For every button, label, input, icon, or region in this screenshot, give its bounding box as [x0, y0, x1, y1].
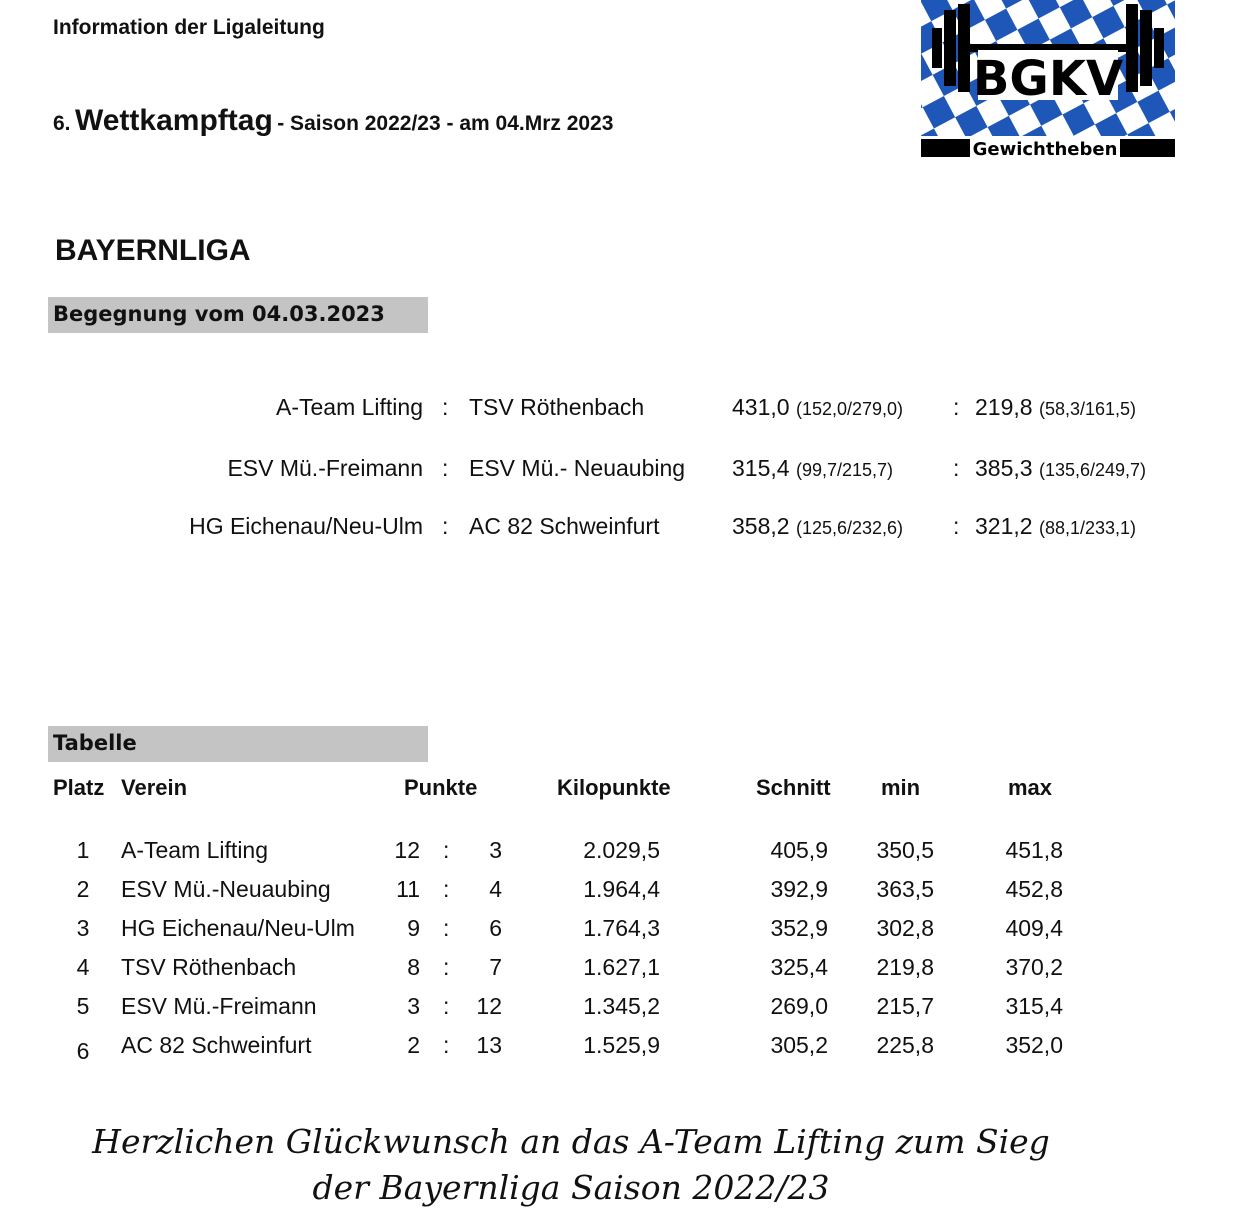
match-home-detail: (99,7/215,7) [795, 460, 894, 480]
table-section-label: Tabelle [53, 731, 137, 755]
cell-punkte-plus: 11 [396, 876, 420, 902]
cell-verein: HG Eichenau/Neu-Ulm [121, 915, 355, 941]
header-min: min [881, 775, 921, 800]
cell-min: 215,7 [876, 993, 934, 1019]
cell-punkte-plus: 12 [394, 837, 420, 863]
table-row [0, 876, 1252, 912]
cell-punkte-plus: 2 [407, 1032, 420, 1058]
cell-punkte-separator: : [443, 915, 450, 941]
header-max: max [1008, 775, 1053, 800]
cell-punkte-minus: 4 [489, 876, 502, 902]
cell-schnitt: 269,0 [770, 993, 828, 1019]
table-row [0, 915, 1252, 951]
cell-punkte-minus: 12 [476, 993, 502, 1019]
match-home-score: 431,0 (152,0/279,0) [732, 394, 904, 420]
page-title [53, 104, 613, 138]
cell-punkte-separator: : [443, 954, 450, 980]
cell-platz: 5 [76, 993, 90, 1019]
cell-verein: AC 82 Schweinfurt [121, 1032, 312, 1058]
cell-max: 452,8 [1005, 876, 1063, 902]
match-separator: : [953, 455, 960, 481]
cell-platz: 4 [76, 954, 90, 980]
cell-punkte-separator: : [443, 876, 450, 902]
cell-schnitt: 392,9 [770, 876, 828, 902]
match-row [0, 455, 1252, 495]
cell-max: 409,4 [1005, 915, 1063, 941]
match-away-team: AC 82 Schweinfurt [469, 513, 660, 539]
match-separator: : [442, 513, 449, 539]
cell-platz: 2 [76, 876, 90, 902]
cell-schnitt: 405,9 [770, 837, 828, 863]
cell-punkte-plus: 9 [407, 915, 420, 941]
match-row [0, 394, 1252, 434]
matches-section-header [48, 297, 428, 333]
logo-subtitle: Gewichtheben [972, 139, 1118, 160]
cell-punkte-separator: : [443, 1032, 450, 1058]
cell-punkte-minus: 3 [489, 837, 502, 863]
match-home-team: A-Team Lifting [275, 394, 423, 420]
bgkv-logo-graphic [920, 0, 1176, 160]
bgkv-logo [920, 0, 1176, 160]
league-title: BAYERNLIGA [55, 234, 251, 267]
cell-platz: 3 [76, 915, 90, 941]
info-header: Information der Ligaleitung [53, 16, 325, 39]
match-home-detail: (125,6/232,6) [795, 518, 904, 538]
cell-kilopunkte: 2.029,5 [583, 837, 660, 863]
cell-min: 219,8 [876, 954, 934, 980]
header-kilopunkte: Kilopunkte [557, 775, 671, 800]
cell-punkte-minus: 7 [489, 954, 502, 980]
table-row [0, 954, 1252, 990]
cell-max: 315,4 [1005, 993, 1063, 1019]
header-platz: Platz [53, 775, 105, 800]
match-separator: : [953, 394, 960, 420]
cell-min: 225,8 [876, 1032, 934, 1058]
match-away-score: 385,3 (135,6/249,7) [975, 455, 1147, 481]
cell-kilopunkte: 1.627,1 [583, 954, 660, 980]
congrats-line-2: der Bayernliga Saison 2022/23 [312, 1168, 830, 1207]
cell-schnitt: 325,4 [770, 954, 828, 980]
cell-verein: ESV Mü.-Neuaubing [121, 876, 331, 902]
match-home-score: 315,4 (99,7/215,7) [732, 455, 894, 481]
cell-verein: TSV Röthenbach [121, 954, 297, 980]
cell-verein: A-Team Lifting [121, 837, 269, 863]
matches-section-label: Begegnung vom 04.03.2023 [53, 302, 385, 326]
header-punkte: Punkte [404, 775, 478, 800]
match-away-detail: (58,3/161,5) [1038, 399, 1137, 419]
match-row [0, 513, 1252, 553]
logo-text: BGKV [972, 51, 1124, 107]
cell-verein: ESV Mü.-Freimann [121, 993, 317, 1019]
match-away-score: 321,2 (88,1/233,1) [975, 513, 1137, 539]
cell-punkte-separator: : [443, 837, 450, 863]
table-row [0, 837, 1252, 873]
cell-schnitt: 352,9 [770, 915, 828, 941]
cell-kilopunkte: 1.345,2 [583, 993, 660, 1019]
match-away-detail: (135,6/249,7) [1038, 460, 1147, 480]
match-separator: : [953, 513, 960, 539]
title-main: Wettkampftag [74, 104, 273, 137]
cell-min: 350,5 [876, 837, 934, 863]
cell-punkte-plus: 8 [407, 954, 420, 980]
match-home-team: ESV Mü.-Freimann [227, 455, 423, 481]
cell-max: 352,0 [1005, 1032, 1063, 1058]
match-away-team: ESV Mü.- Neuaubing [469, 455, 686, 481]
cell-platz: 1 [76, 837, 90, 863]
cell-schnitt: 305,2 [770, 1032, 828, 1058]
header-schnitt: Schnitt [756, 775, 831, 800]
cell-max: 370,2 [1005, 954, 1063, 980]
table-section-header [48, 726, 428, 762]
header-verein: Verein [121, 775, 188, 800]
cell-punkte-minus: 13 [476, 1032, 502, 1058]
match-away-score: 219,8 (58,3/161,5) [975, 394, 1137, 420]
match-away-detail: (88,1/233,1) [1038, 518, 1137, 538]
match-separator: : [442, 394, 449, 420]
title-number: 6. [53, 112, 71, 135]
match-home-team: HG Eichenau/Neu-Ulm [189, 513, 423, 539]
cell-max: 451,8 [1005, 837, 1063, 863]
match-home-score: 358,2 (125,6/232,6) [732, 513, 904, 539]
match-separator: : [442, 455, 449, 481]
cell-punkte-minus: 6 [489, 915, 502, 941]
table-row [0, 1032, 1252, 1068]
match-away-team: TSV Röthenbach [469, 394, 645, 420]
cell-min: 302,8 [876, 915, 934, 941]
cell-kilopunkte: 1.764,3 [583, 915, 660, 941]
match-home-detail: (152,0/279,0) [795, 399, 904, 419]
cell-punkte-separator: : [443, 993, 450, 1019]
cell-min: 363,5 [876, 876, 934, 902]
cell-kilopunkte: 1.964,4 [583, 876, 660, 902]
table-row [0, 993, 1252, 1029]
cell-punkte-plus: 3 [407, 993, 420, 1019]
cell-kilopunkte: 1.525,9 [583, 1032, 660, 1058]
cell-platz: 6 [76, 1038, 90, 1064]
title-rest: - Saison 2022/23 - am 04.Mrz 2023 [277, 112, 614, 135]
congrats-line-1: Herzlichen Glückwunsch an das A-Team Lifting zum Sieg [92, 1122, 1050, 1161]
